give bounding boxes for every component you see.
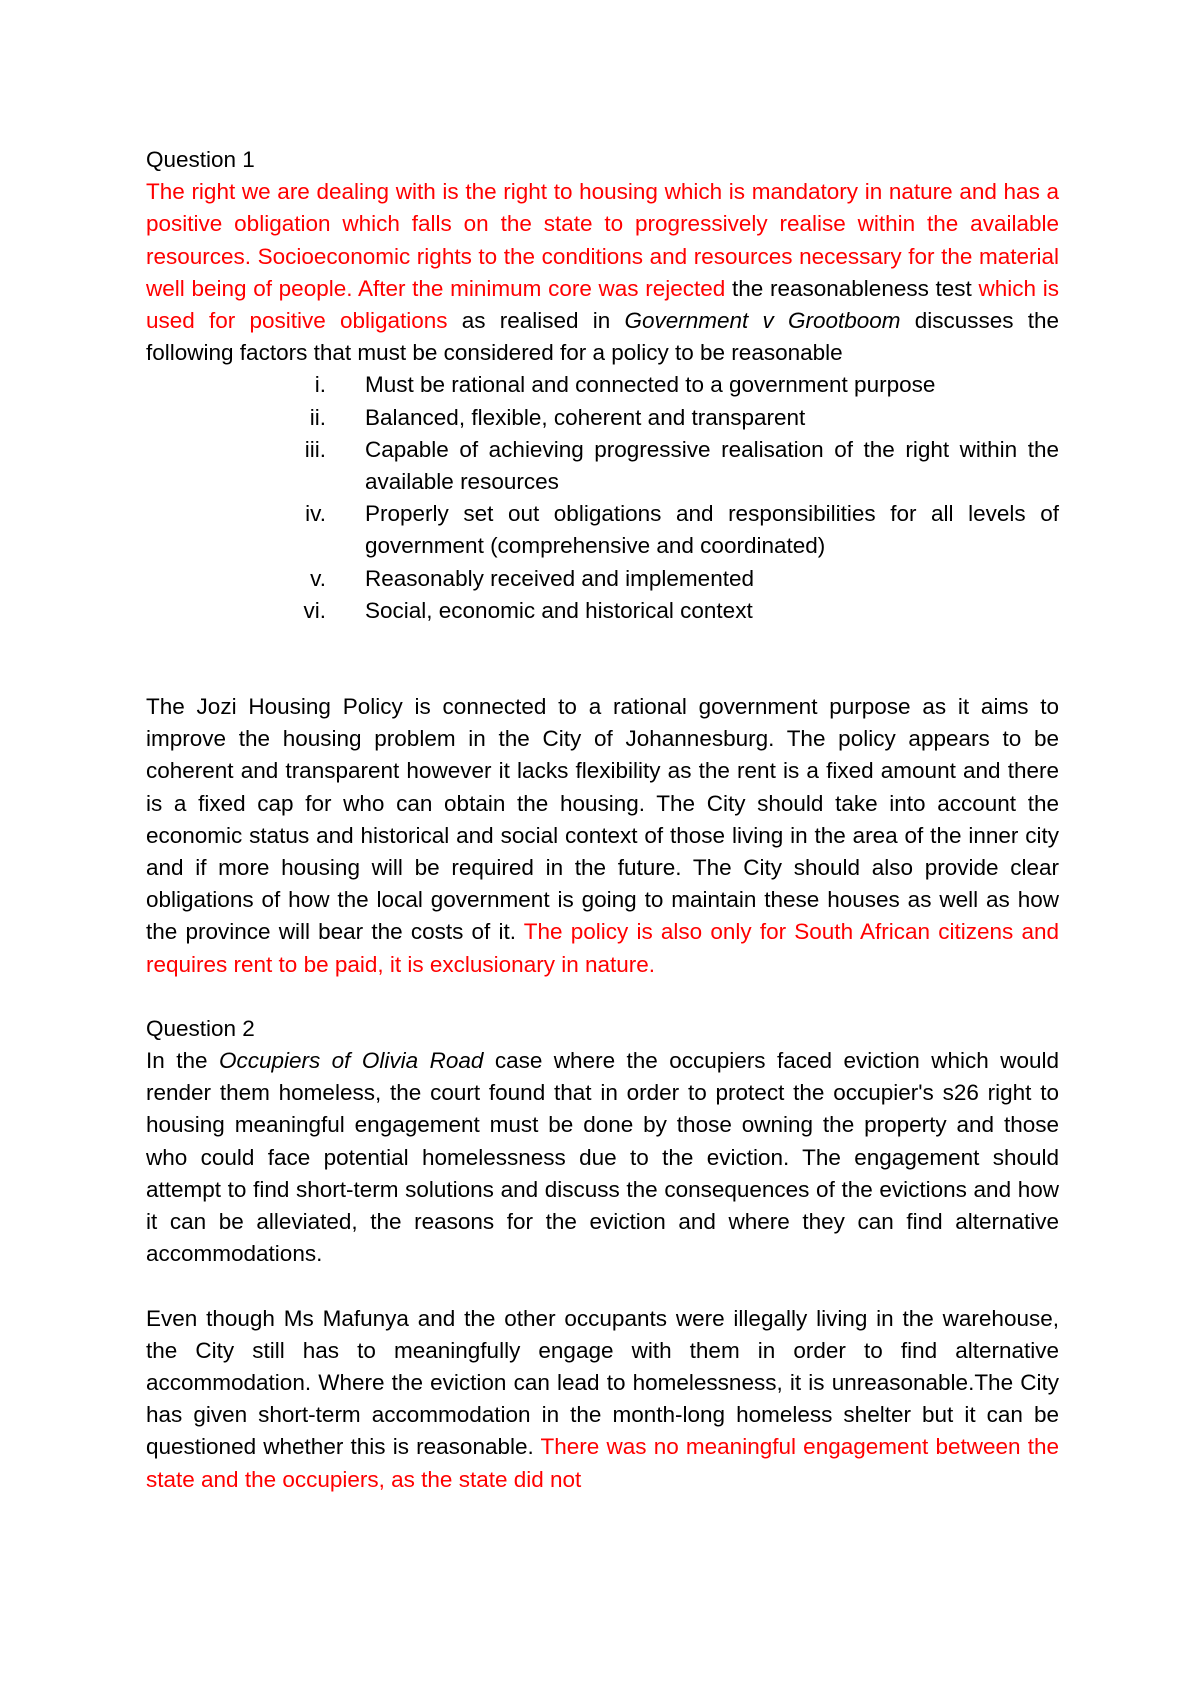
list-item bbox=[146, 563, 1059, 595]
mafunya-text: Even though Ms Mafunya and the other occupants were illegally living in the warehouse, the City still has to meaningfully engage with them in order to find alternative accommodation. Where the eviction can lead to homelessness, it is unreasonable.The City has given short-term accommodation in the month-long homeless shelter but it can be questioned whether this is reasonable. bbox=[146, 1305, 1059, 1460]
olivia-text-before: In the bbox=[146, 1048, 219, 1074]
intro-text-3: discusses the following factors that must be considered for a policy to be reasonable bbox=[146, 308, 1059, 366]
mafunya-red-text: There was no meaningful engagement between the state and the occupiers, as the state did not bbox=[146, 1434, 1059, 1492]
question-2-heading: Question 2 bbox=[146, 1015, 255, 1041]
list-item-number: ii. bbox=[309, 404, 326, 430]
mafunya-paragraph bbox=[146, 1303, 1059, 1496]
jozi-red-text: The policy is also only for South African citizens and requires rent to be paid, it is exclusionary in nature. bbox=[146, 919, 1059, 977]
list-item-number: iv. bbox=[305, 501, 326, 527]
intro-red-text-2: which is used for positive obligations bbox=[146, 275, 1059, 334]
list-item-text: Social, economic and historical context bbox=[365, 597, 753, 623]
list-item-number: vi. bbox=[303, 597, 326, 623]
spacer bbox=[146, 1271, 1059, 1303]
olivia-text-after: case where the occupiers faced eviction which would render them homeless, the court found that in order to protect the occupier's s26 right to housing meaningful engagement must be done by those owning the property and those who could face potential homelessness due to the eviction. The engagement should attempt to find short-term solutions and discuss the consequences of the evictions and how it can be alleviated, the reasons for the eviction and where they can find alternative accommodations. bbox=[146, 1048, 1059, 1267]
spacer bbox=[146, 981, 1059, 1013]
question-1-heading: Question 1 bbox=[146, 147, 255, 172]
list-item bbox=[146, 434, 1059, 498]
list-item-number: iii. bbox=[304, 436, 326, 462]
list-item-text: Capable of achieving progressive realisation of the right within the available resources bbox=[365, 436, 1059, 495]
case-name-grootboom: Government v Grootboom bbox=[624, 308, 901, 334]
list-item bbox=[146, 369, 1059, 401]
case-name-olivia-road: Occupiers of Olivia Road bbox=[218, 1048, 484, 1074]
jozi-policy-paragraph bbox=[146, 691, 1059, 981]
intro-text-2: as realised in bbox=[447, 308, 625, 334]
list-item-text: Must be rational and connected to a government purpose bbox=[365, 372, 936, 398]
list-item bbox=[146, 402, 1059, 434]
jozi-text: The Jozi Housing Policy is connected to a rational government purpose as it aims to improve the housing problem in the City of Johannesburg. The policy appears to be coherent and transparent however it lacks flexibility as the rent is a fixed amount and there is a fixed cap for who can obtain the housing. The City should take into account the economic status and historical and social context of those living in the area of the inner city and if more housing will be required in the future. The City should also provide clear obligations of how the local government is going to maintain these houses as well as how the province will bear the costs of it. bbox=[146, 694, 1059, 945]
document-body bbox=[146, 144, 1059, 1496]
spacer bbox=[146, 627, 1059, 691]
list-item bbox=[146, 595, 1059, 627]
list-item bbox=[146, 498, 1059, 562]
list-item-number: v. bbox=[310, 565, 326, 591]
list-item-text: Reasonably received and implemented bbox=[365, 565, 754, 591]
reasonableness-factors-list bbox=[146, 369, 1059, 627]
list-item-text: Balanced, flexible, coherent and transparent bbox=[365, 404, 806, 430]
intro-red-text-1: The right we are dealing with is the right to housing which is mandatory in nature and has a positive obligation which falls on the state to progressively realise within the available resources. Socioeconomic rights to the conditions and resources necessary for the material well being of people. After the minimum core was rejected bbox=[146, 179, 1059, 301]
list-item-text: Properly set out obligations and responsibilities for all levels of government (comprehensive and coordinated) bbox=[365, 501, 1059, 559]
olivia-road-paragraph bbox=[146, 1045, 1059, 1270]
question-1-intro-paragraph bbox=[146, 176, 1059, 369]
list-item-number: i. bbox=[314, 372, 326, 398]
intro-text-1: the reasonableness test bbox=[725, 275, 979, 301]
